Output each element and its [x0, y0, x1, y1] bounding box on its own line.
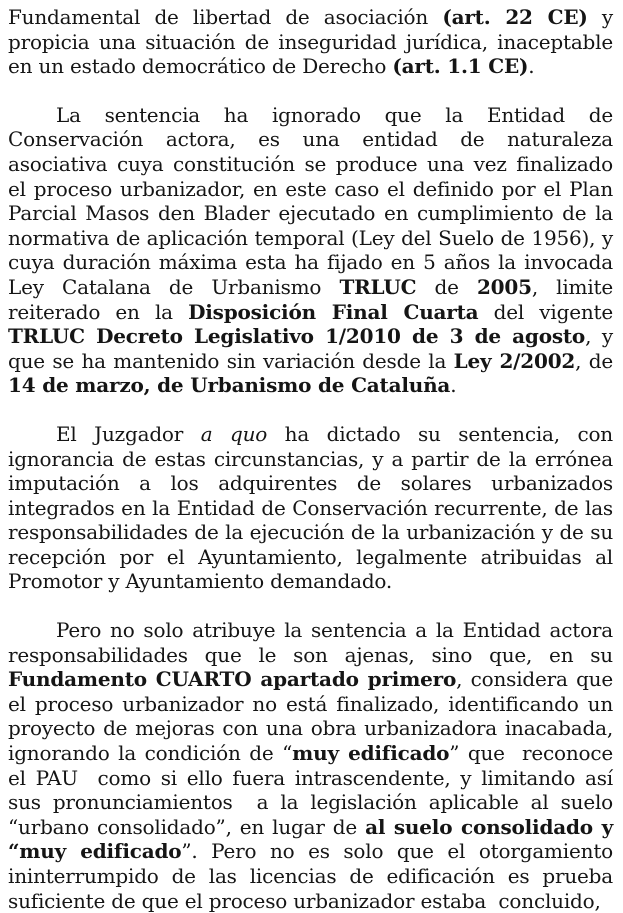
body-text: .: [528, 54, 535, 79]
bold-text: 14 de marzo, de Urbanismo de Cataluña: [8, 373, 451, 398]
body-text: y propicia una situación de inseguridad jurídica, inaceptable en un estado democrático de Derecho: [8, 5, 620, 79]
bold-text: TRLUC Decreto Legislativo 1/2010 de 3 de agosto: [8, 324, 586, 349]
body-text: La sentencia ha ignorado que la Entidad de Conservación actora, es una entidad de naturaleza asociativa cuya constitución se produce una vez finalizado el proceso urbanizador, en este caso el definido por el Plan Parcial Masos den Blader ejecutado en cumplimiento de la normativa de aplicación temporal (Ley del Suelo de 1956), y cuya duración máxima esta ha fijado en 5 años la invocada Ley Catalana de Urbanismo: [8, 102, 620, 299]
body-text: ”. Pero no es solo que el otorgamiento ininterrumpido de las licencias de edificación es prueba suficiente de que el proceso urbanizador estaba concluido,: [8, 839, 620, 913]
bold-text: Ley 2/2002: [453, 348, 576, 373]
body-text: El Juzgador: [56, 421, 201, 446]
body-text: , y que se ha mantenido sin variación desde la: [8, 324, 620, 373]
body-text: ” que reconoce el PAU como si ello fuera intrascendente, y limitando así sus pronunciamientos a la legislación aplicable al suelo “urbano consolidado”, en lugar de: [8, 741, 620, 839]
body-text: Fundamental de libertad de asociación: [8, 5, 443, 29]
bold-text: Disposición Final Cuarta: [188, 299, 479, 324]
body-text: , de: [575, 348, 620, 373]
bold-text: TRLUC: [339, 274, 417, 299]
body-text: , limite reiterado en la: [8, 274, 620, 324]
body-text: de: [416, 274, 477, 299]
body-text: del vigente: [478, 299, 620, 324]
bold-text: al suelo consolidado y “muy edificado: [8, 814, 620, 864]
document-body: [8, 5, 620, 913]
body-text: .: [450, 373, 457, 398]
paragraph: [8, 421, 620, 594]
bold-text: 2005: [476, 274, 532, 299]
body-text: Pero no solo atribuye la sentencia a la Entidad actora responsabilidades que le son ajenas, sino que, en su: [8, 618, 620, 667]
paragraph: [8, 5, 620, 79]
body-text: ha dictado su sentencia, con ignorancia de estas circunstancias, y a partir de la errónea imputación a los adquirentes de solares urbanizados integrados en la Entidad de Conservación recurrente, de las responsabilidades de la ejecución de la urbanización y de su recepción por el Ayuntamiento, legalmente atribuidas al Promotor y Ayuntamiento demandado.: [8, 421, 620, 594]
bold-text: muy edificado: [292, 741, 450, 766]
bold-text: Fundamento CUARTO apartado primero: [8, 667, 457, 692]
bold-text: (art. 22 CE): [442, 5, 588, 29]
paragraph: [8, 102, 620, 398]
italic-text: a quo: [200, 421, 268, 446]
bold-text: (art. 1.1 CE): [392, 54, 529, 79]
body-text: , considera que el proceso urbanizador no está finalizado, identificando un proyecto de mejoras con una obra urbanizadora inacabada, ignorando la condición de “: [8, 667, 620, 766]
paragraph: [8, 618, 620, 913]
